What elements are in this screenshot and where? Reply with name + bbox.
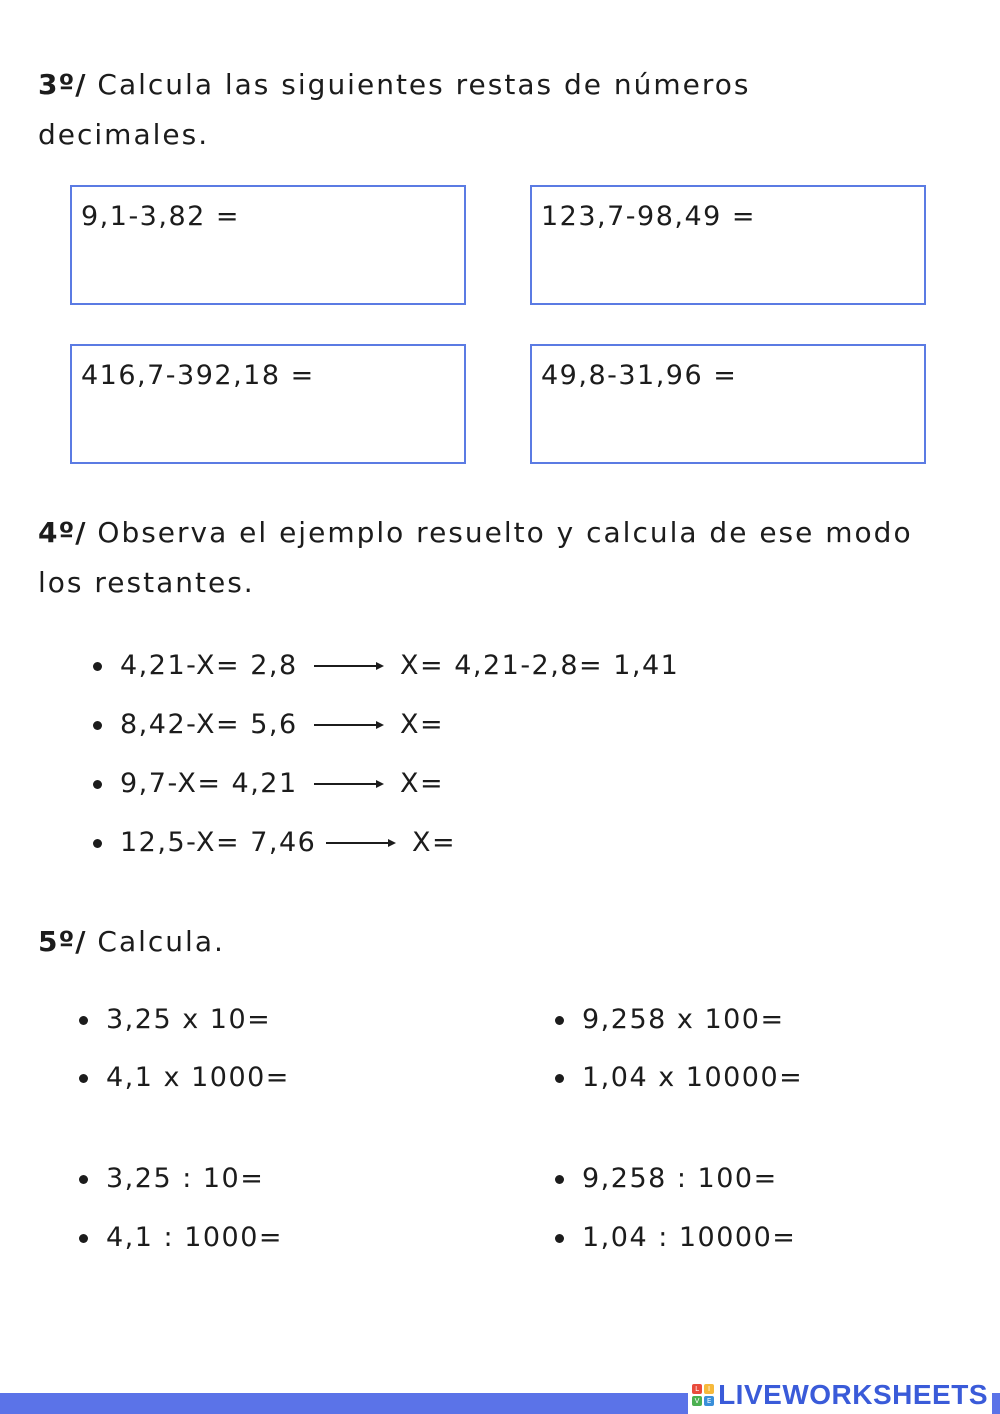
box-3-expression: 416,7-392,18 =: [81, 360, 315, 391]
s5-right-item-3[interactable]: 9,258 : 100=: [582, 1163, 778, 1194]
bullet-dot: [555, 1074, 564, 1083]
s5-right-item-1[interactable]: 9,258 x 100=: [582, 1004, 785, 1035]
section-4-number: 4º/: [38, 516, 87, 549]
section-4-instruction: Observa el ejemplo resuelto y calcula de ese modo los restantes.: [38, 516, 913, 599]
logo-letter-l: L: [692, 1384, 702, 1394]
liveworksheets-logo[interactable]: [688, 1376, 992, 1414]
answer-box-3[interactable]: [70, 344, 466, 464]
s5-left-item-1[interactable]: 3,25 x 10=: [106, 1004, 272, 1035]
logo-letter-v: V: [692, 1396, 702, 1406]
s5-left-item-3[interactable]: 3,25 : 10=: [106, 1163, 265, 1194]
section-3-heading: [38, 60, 918, 160]
arrow-right-icon: [314, 767, 386, 801]
bullet-dot: [79, 1234, 88, 1243]
section-5-instruction: Calcula.: [97, 925, 225, 958]
s4-item-3-left: 9,7-X= 4,21: [120, 768, 298, 799]
s5-left-item-4[interactable]: 4,1 : 1000=: [106, 1222, 284, 1253]
bullet-dot: [555, 1016, 564, 1025]
s5-left-item-2[interactable]: 4,1 x 1000=: [106, 1062, 290, 1093]
box-2-expression: 123,7-98,49 =: [541, 201, 757, 232]
bullet-dot: [555, 1175, 564, 1184]
s4-item-1-left: 4,21-X= 2,8: [120, 650, 298, 681]
bullet-dot: [79, 1175, 88, 1184]
answer-box-2[interactable]: [530, 185, 926, 305]
s4-item-2-left: 8,42-X= 5,6: [120, 709, 298, 740]
bullet-dot: [93, 839, 102, 848]
answer-box-1[interactable]: [70, 185, 466, 305]
logo-grid-icon: [692, 1384, 714, 1406]
section-5-heading: [38, 917, 918, 967]
bullet-dot: [93, 662, 102, 671]
s4-item-3-right[interactable]: X=: [400, 768, 445, 799]
bullet-dot: [555, 1234, 564, 1243]
box-1-expression: 9,1-3,82 =: [81, 201, 241, 232]
s4-item-2-right[interactable]: X=: [400, 709, 445, 740]
section-4-heading: [38, 508, 918, 608]
bullet-dot: [93, 721, 102, 730]
logo-letter-e: E: [704, 1396, 714, 1406]
section-3-instruction: Calcula las siguientes restas de números decimales.: [38, 68, 751, 151]
box-4-expression: 49,8-31,96 =: [541, 360, 738, 391]
bullet-dot: [79, 1016, 88, 1025]
logo-letter-i: I: [704, 1384, 714, 1394]
s4-item-1-right: X= 4,21-2,8= 1,41: [400, 650, 680, 681]
arrow-right-icon: [314, 649, 386, 683]
section-5-number: 5º/: [38, 925, 87, 958]
arrow-right-icon: [326, 826, 398, 860]
bullet-dot: [79, 1074, 88, 1083]
s4-item-4-left: 12,5-X= 7,46: [120, 827, 317, 858]
answer-box-4[interactable]: [530, 344, 926, 464]
section-3-number: 3º/: [38, 68, 87, 101]
footer-brand-text: LIVEWORKSHEETS: [718, 1379, 988, 1410]
s5-right-item-4[interactable]: 1,04 : 10000=: [582, 1222, 797, 1253]
s5-right-item-2[interactable]: 1,04 x 10000=: [582, 1062, 804, 1093]
bullet-dot: [93, 780, 102, 789]
s4-item-4-right[interactable]: X=: [412, 827, 457, 858]
arrow-right-icon: [314, 708, 386, 742]
